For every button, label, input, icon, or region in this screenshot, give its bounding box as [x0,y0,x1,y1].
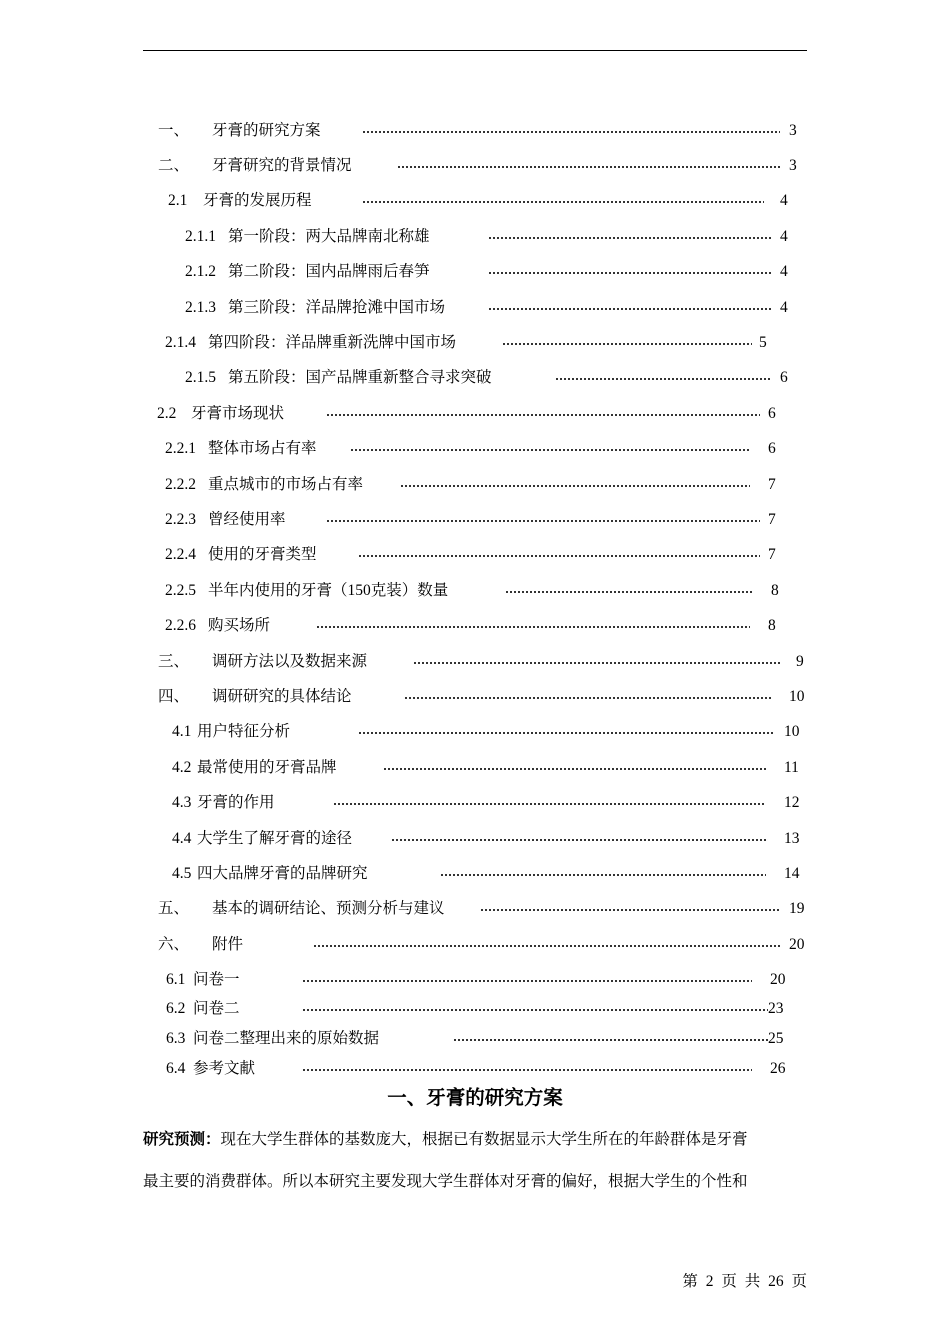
toc-entry-title: 牙膏的研究方案 [212,122,321,139]
toc-entry[interactable] [0,509,950,531]
toc-entry-page: 8 [771,582,779,599]
toc-entry-page: 25 [768,1030,784,1047]
toc-entry-page: 26 [770,1060,786,1077]
toc-entry-title: 牙膏研究的背景情况 [212,157,352,174]
toc-entry-page: 11 [784,759,799,776]
toc-entry-page: 19 [789,900,805,917]
toc-entry-title: 牙膏市场现状 [191,405,285,422]
toc-entry[interactable] [0,332,950,354]
toc-entry-number: 2.2.6 [165,617,196,634]
toc-leader-dots [362,131,780,133]
toc-entry-page: 13 [784,830,800,847]
toc-entry-number: 4.5 [172,865,192,882]
toc-leader-dots [505,591,752,593]
toc-entry[interactable] [0,438,950,460]
toc-entry[interactable] [0,580,950,602]
toc-leader-dots [358,732,775,734]
toc-entry-title: 第三阶段：洋品牌抢滩中国市场 [228,299,446,316]
page-footer: 第 2 页 共 26 页 [682,1273,807,1290]
toc-entry-title: 问卷二整理出来的原始数据 [193,1030,380,1047]
toc-entry[interactable] [0,1058,950,1080]
toc-entry-page: 20 [789,936,805,953]
toc-entry-title: 第四阶段：洋品牌重新洗牌中国市场 [208,334,457,351]
toc-entry[interactable] [0,934,950,956]
toc-entry[interactable] [0,120,950,142]
toc-entry-page: 7 [768,476,776,493]
toc-entry-page: 4 [780,192,788,209]
toc-entry[interactable] [0,828,950,850]
toc-leader-dots [397,166,780,168]
toc-entry[interactable] [0,190,950,212]
toc-leader-dots [333,803,766,805]
toc-entry[interactable] [0,403,950,425]
toc-entry-title: 调研方法以及数据来源 [212,653,368,670]
toc-entry[interactable] [0,474,950,496]
toc-entry[interactable] [0,651,950,673]
toc-entry-page: 20 [770,971,786,988]
toc-entry-page: 4 [780,228,788,245]
toc-entry[interactable] [0,367,950,389]
toc-entry-number: 6.3 [166,1030,186,1047]
toc-entry-number: 2.1.3 [185,299,216,316]
toc-entry-title: 问卷二 [193,1000,240,1017]
toc-entry[interactable] [0,863,950,885]
toc-entry-page: 8 [768,617,776,634]
toc-entry-number: 2.2 [157,405,177,422]
toc-entry-title: 第五阶段：国产品牌重新整合寻求突破 [228,369,492,386]
paragraph-line-2: 最主要的消费群体。所以本研究主要发现大学生群体对牙膏的偏好，根据大学生的个性和 [143,1173,748,1190]
toc-entry-number: 六、 [158,936,190,953]
toc-entry-title: 基本的调研结论、预测分析与建议 [212,900,445,917]
toc-entry[interactable] [0,261,950,283]
toc-entry[interactable] [0,998,950,1020]
toc-entry-number: 四、 [158,688,190,705]
toc-entry[interactable] [0,792,950,814]
toc-entry-number: 6.2 [166,1000,186,1017]
toc-entry-number: 4.1 [172,723,192,740]
toc-entry[interactable] [0,898,950,920]
toc-entry-page: 10 [784,723,800,740]
toc-entry-title: 四大品牌牙膏的品牌研究 [197,865,368,882]
toc-leader-dots [400,485,750,487]
toc-entry-title: 用户特征分析 [197,723,291,740]
toc-entry-number: 二、 [158,157,190,174]
toc-leader-dots [326,414,760,416]
header-rule [143,50,807,51]
toc-entry[interactable] [0,155,950,177]
toc-entry-number: 2.2.2 [165,476,196,493]
toc-entry-title: 参考文献 [193,1060,256,1077]
toc-entry-number: 4.4 [172,830,192,847]
toc-leader-dots [362,201,764,203]
toc-entry-title: 使用的牙膏类型 [208,546,317,563]
toc-entry-number: 五、 [158,900,190,917]
toc-entry-number: 2.2.5 [165,582,196,599]
toc-entry-page: 23 [768,1000,784,1017]
toc-leader-dots [350,449,750,451]
toc-leader-dots [383,768,766,770]
toc-entry-number: 2.1.4 [165,334,196,351]
toc-entry-title: 半年内使用的牙膏（150克装）数量 [208,582,449,599]
toc-entry-page: 7 [768,546,776,563]
toc-entry-number: 2.1.5 [185,369,216,386]
toc-entry-number: 2.1.2 [185,263,216,280]
toc-entry-title: 第二阶段：国内品牌雨后春笋 [228,263,430,280]
toc-leader-dots [316,626,750,628]
toc-entry-title: 牙膏的作用 [197,794,275,811]
toc-entry-title: 最常使用的牙膏品牌 [197,759,337,776]
toc-entry-number: 6.1 [166,971,186,988]
toc-entry-page: 3 [789,122,797,139]
toc-leader-dots [555,378,772,380]
toc-entry-title: 调研研究的具体结论 [212,688,352,705]
toc-entry-page: 6 [768,440,776,457]
toc-entry-title: 大学生了解牙膏的途径 [197,830,353,847]
toc-entry-page: 4 [780,299,788,316]
toc-leader-dots [326,520,760,522]
toc-entry-title: 整体市场占有率 [208,440,317,457]
toc-entry[interactable] [0,757,950,779]
toc-entry-page: 6 [780,369,788,386]
toc-entry-number: 4.2 [172,759,192,776]
toc-entry-number: 三、 [158,653,190,670]
toc-entry-title: 附件 [212,936,244,953]
toc-entry-title: 牙膏的发展历程 [203,192,312,209]
paragraph-lead: 研究预测： [143,1131,221,1148]
toc-entry-number: 2.1.1 [185,228,216,245]
toc-entry-page: 9 [796,653,804,670]
toc-leader-dots [391,839,766,841]
toc-entry-title: 购买场所 [208,617,271,634]
toc-entry-title: 第一阶段：两大品牌南北称雄 [228,228,430,245]
toc-entry-title: 问卷一 [193,971,240,988]
toc-entry-page: 7 [768,511,776,528]
toc-leader-dots [488,237,772,239]
toc-entry-page: 5 [759,334,767,351]
toc-entry[interactable] [0,721,950,743]
toc-entry-page: 3 [789,157,797,174]
toc-entry[interactable] [0,1028,950,1050]
paragraph-text-1: 现在大学生群体的基数庞大，根据已有数据显示大学生所在的年龄群体是牙膏 [220,1131,748,1148]
toc-entry-page: 10 [789,688,805,705]
toc-entry[interactable] [0,297,950,319]
toc-leader-dots [313,945,780,947]
section-title: 一、牙膏的研究方案 [387,1088,563,1109]
toc-leader-dots [358,555,760,557]
toc-entry-number: 2.2.4 [165,546,196,563]
toc-entry-number: 4.3 [172,794,192,811]
toc-entry-number: 2.2.1 [165,440,196,457]
paragraph-line-1 [143,1129,748,1151]
toc-entry-number: 一、 [158,122,190,139]
toc-entry-title: 重点城市的市场占有率 [208,476,364,493]
toc-leader-dots [453,1039,768,1041]
toc-entry-page: 14 [784,865,800,882]
toc-leader-dots [302,1009,768,1011]
toc-entry-page: 12 [784,794,800,811]
toc-entry-title: 曾经使用率 [208,511,286,528]
toc-leader-dots [488,272,772,274]
toc-leader-dots [302,1069,752,1071]
toc-entry[interactable] [0,544,950,566]
toc-leader-dots [404,697,772,699]
toc-leader-dots [502,343,752,345]
toc-entry[interactable] [0,969,950,991]
toc-entry[interactable] [0,226,950,248]
toc-leader-dots [440,874,766,876]
toc-entry[interactable] [0,615,950,637]
toc-leader-dots [488,308,772,310]
toc-entry-number: 6.4 [166,1060,186,1077]
toc-leader-dots [480,909,780,911]
toc-entry-page: 6 [768,405,776,422]
toc-leader-dots [302,980,752,982]
toc-entry-number: 2.2.3 [165,511,196,528]
toc-entry-page: 4 [780,263,788,280]
toc-entry-number: 2.1 [168,192,188,209]
toc-leader-dots [413,662,780,664]
toc-entry[interactable] [0,686,950,708]
